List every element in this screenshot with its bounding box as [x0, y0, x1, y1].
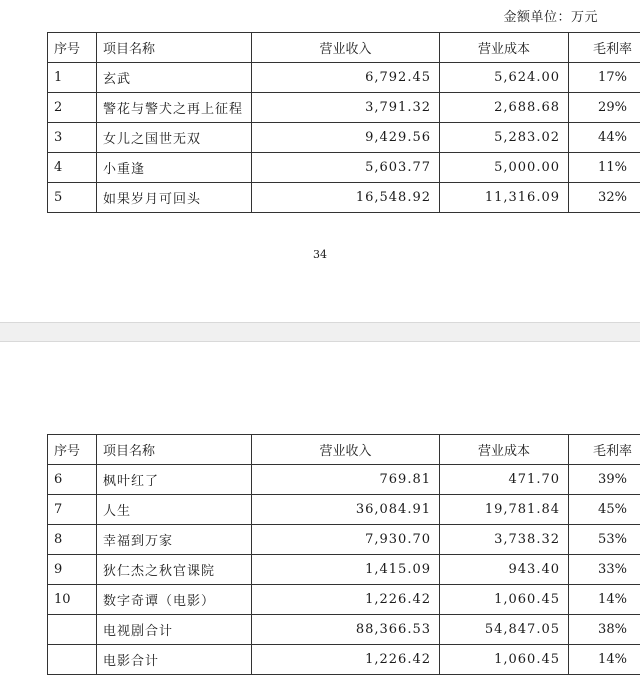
table-row — [48, 495, 640, 525]
cell-revenue: 6,792.45 — [252, 63, 440, 93]
table-row — [48, 183, 640, 213]
cell-margin: 14% — [569, 645, 640, 675]
cell-name: 如果岁月可回头 — [97, 183, 252, 213]
page-number: 34 — [313, 248, 327, 261]
cell-no: 3 — [48, 123, 97, 153]
header-cost: 营业成本 — [440, 435, 569, 465]
document-page-2 — [0, 342, 640, 690]
unit-note: 金额单位：万元 — [503, 10, 598, 25]
table-row — [48, 123, 640, 153]
cell-margin: 44% — [569, 123, 640, 153]
cell-margin: 14% — [569, 585, 640, 615]
cell-cost: 943.40 — [440, 555, 569, 585]
cell-margin: 32% — [569, 183, 640, 213]
cell-revenue: 7,930.70 — [252, 525, 440, 555]
table-header-row — [48, 435, 640, 465]
table-row — [48, 525, 640, 555]
cell-cost: 54,847.05 — [440, 615, 569, 645]
cell-revenue: 5,603.77 — [252, 153, 440, 183]
cell-name: 电视剧合计 — [97, 615, 252, 645]
cell-margin: 45% — [569, 495, 640, 525]
cell-no: 1 — [48, 63, 97, 93]
header-no: 序号 — [48, 435, 97, 465]
cell-name: 人生 — [97, 495, 252, 525]
cell-cost: 5,283.02 — [440, 123, 569, 153]
cell-no — [48, 615, 97, 645]
cell-revenue: 88,366.53 — [252, 615, 440, 645]
table-total-row — [48, 615, 640, 645]
cell-name: 数字奇谭（电影） — [97, 585, 252, 615]
cell-revenue: 3,791.32 — [252, 93, 440, 123]
header-cost: 营业成本 — [440, 33, 569, 63]
cell-cost: 11,316.09 — [440, 183, 569, 213]
cell-margin: 17% — [569, 63, 640, 93]
cell-no: 2 — [48, 93, 97, 123]
header-no: 序号 — [48, 33, 97, 63]
cell-name: 小重逢 — [97, 153, 252, 183]
cell-cost: 5,000.00 — [440, 153, 569, 183]
table-header-row — [48, 33, 640, 63]
cell-name: 玄武 — [97, 63, 252, 93]
cell-margin: 29% — [569, 93, 640, 123]
cell-margin: 53% — [569, 525, 640, 555]
cell-margin: 33% — [569, 555, 640, 585]
cell-revenue: 1,415.09 — [252, 555, 440, 585]
cell-cost: 19,781.84 — [440, 495, 569, 525]
cell-revenue: 36,084.91 — [252, 495, 440, 525]
cell-no: 5 — [48, 183, 97, 213]
cell-cost: 1,060.45 — [440, 585, 569, 615]
cell-revenue: 769.81 — [252, 465, 440, 495]
cell-cost: 2,688.68 — [440, 93, 569, 123]
cell-name: 狄仁杰之秋官课院 — [97, 555, 252, 585]
table-row — [48, 585, 640, 615]
cell-name: 警花与警犬之再上征程 — [97, 93, 252, 123]
cell-revenue: 1,226.42 — [252, 645, 440, 675]
revenue-table-part-2 — [47, 434, 640, 675]
header-margin: 毛利率 — [569, 33, 640, 63]
page-separator — [0, 322, 640, 342]
header-revenue: 营业收入 — [252, 435, 440, 465]
cell-margin: 38% — [569, 615, 640, 645]
revenue-table-part-1 — [47, 32, 640, 213]
cell-cost: 1,060.45 — [440, 645, 569, 675]
header-name: 项目名称 — [97, 33, 252, 63]
table-row — [48, 465, 640, 495]
header-name: 项目名称 — [97, 435, 252, 465]
cell-no: 10 — [48, 585, 97, 615]
cell-revenue: 9,429.56 — [252, 123, 440, 153]
cell-cost: 5,624.00 — [440, 63, 569, 93]
table-row — [48, 93, 640, 123]
table-row — [48, 153, 640, 183]
cell-revenue: 1,226.42 — [252, 585, 440, 615]
cell-margin: 11% — [569, 153, 640, 183]
document-page-1 — [0, 0, 640, 322]
cell-name: 电影合计 — [97, 645, 252, 675]
cell-name: 枫叶红了 — [97, 465, 252, 495]
cell-no: 7 — [48, 495, 97, 525]
cell-name: 幸福到万家 — [97, 525, 252, 555]
cell-cost: 471.70 — [440, 465, 569, 495]
header-margin: 毛利率 — [569, 435, 640, 465]
header-revenue: 营业收入 — [252, 33, 440, 63]
cell-no: 9 — [48, 555, 97, 585]
cell-margin: 39% — [569, 465, 640, 495]
table-row — [48, 63, 640, 93]
cell-name: 女儿之国世无双 — [97, 123, 252, 153]
cell-revenue: 16,548.92 — [252, 183, 440, 213]
table-total-row — [48, 645, 640, 675]
cell-no — [48, 645, 97, 675]
cell-cost: 3,738.32 — [440, 525, 569, 555]
table-row — [48, 555, 640, 585]
cell-no: 6 — [48, 465, 97, 495]
cell-no: 8 — [48, 525, 97, 555]
cell-no: 4 — [48, 153, 97, 183]
